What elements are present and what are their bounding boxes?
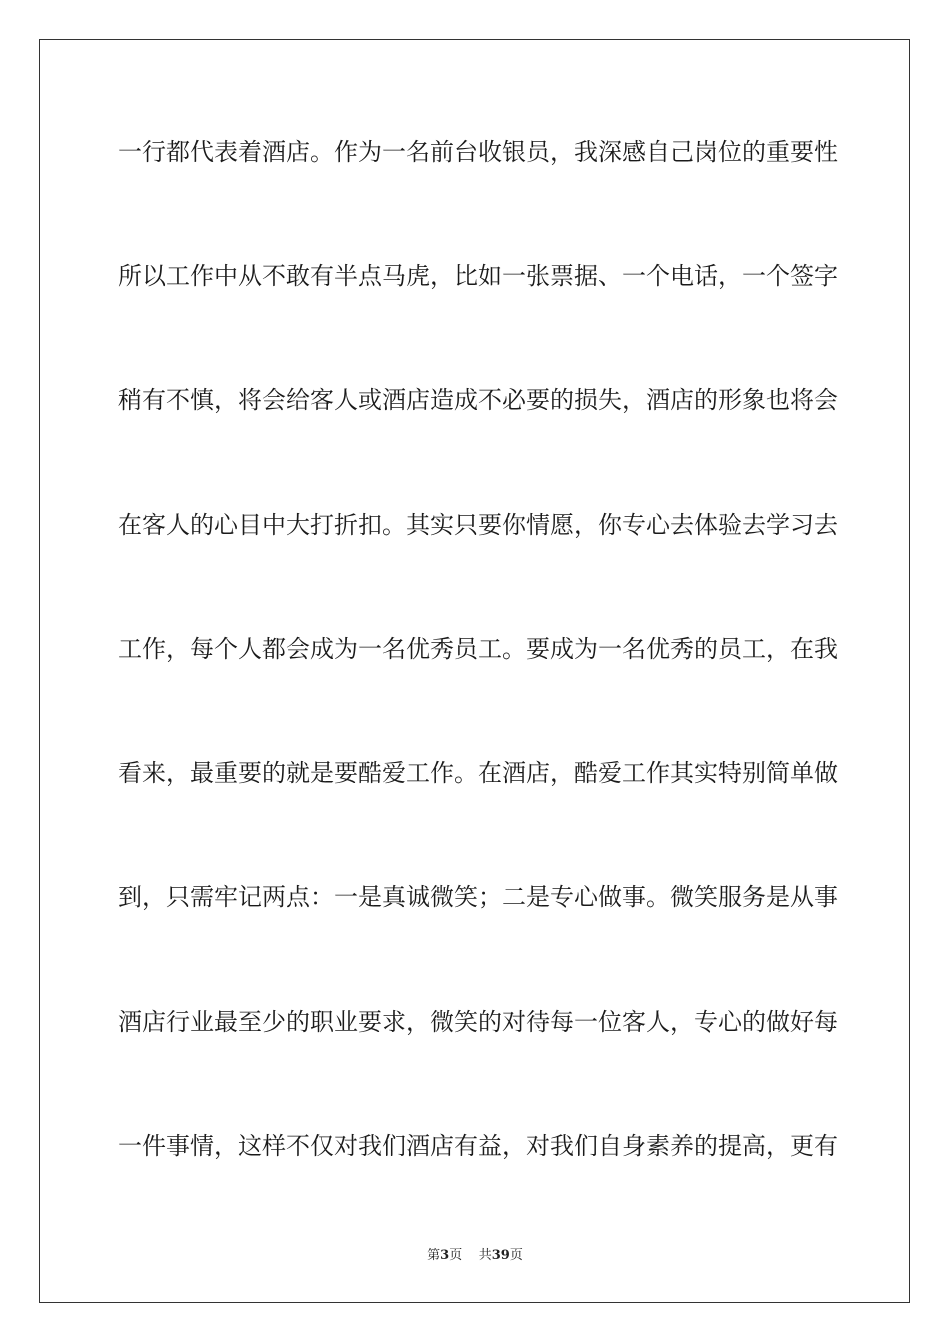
- paragraph-line-4: 在客人的心目中大打折扣。其实只要你情愿，你专心去体验去学习去: [118, 511, 838, 539]
- paragraph-line-8: 酒店行业最至少的职业要求，微笑的对待每一位客人，专心的做好每: [118, 1008, 838, 1036]
- page-border: [39, 39, 910, 1303]
- paragraph-line-9: 一件事情，这样不仅对我们酒店有益，对我们自身素养的提高，更有: [118, 1132, 838, 1160]
- total-prefix: 共: [478, 1248, 492, 1263]
- paragraph-line-6: 看来，最重要的就是要酷爱工作。在酒店，酷爱工作其实特别简单做: [118, 759, 838, 787]
- paragraph-line-5: 工作，每个人都会成为一名优秀员工。要成为一名优秀的员工，在我: [118, 635, 838, 663]
- page-footer: [0, 1247, 950, 1265]
- page-suffix: 页: [449, 1248, 463, 1263]
- paragraph-line-3: 稍有不慎，将会给客人或酒店造成不必要的损失，酒店的形象也将会: [118, 386, 838, 414]
- paragraph-line-7: 到，只需牢记两点：一是真诚微笑；二是专心做事。微笑服务是从事: [118, 883, 838, 911]
- total-suffix: 页: [509, 1248, 523, 1263]
- current-page-number: 3: [440, 1248, 450, 1263]
- page-prefix: 第: [427, 1248, 441, 1263]
- total-page-count: 39: [491, 1248, 510, 1263]
- paragraph-line-1: 一行都代表着酒店。作为一名前台收银员，我深感自己岗位的重要性: [118, 138, 838, 166]
- paragraph-line-2: 所以工作中从不敢有半点马虎，比如一张票据、一个电话，一个签字: [118, 262, 838, 290]
